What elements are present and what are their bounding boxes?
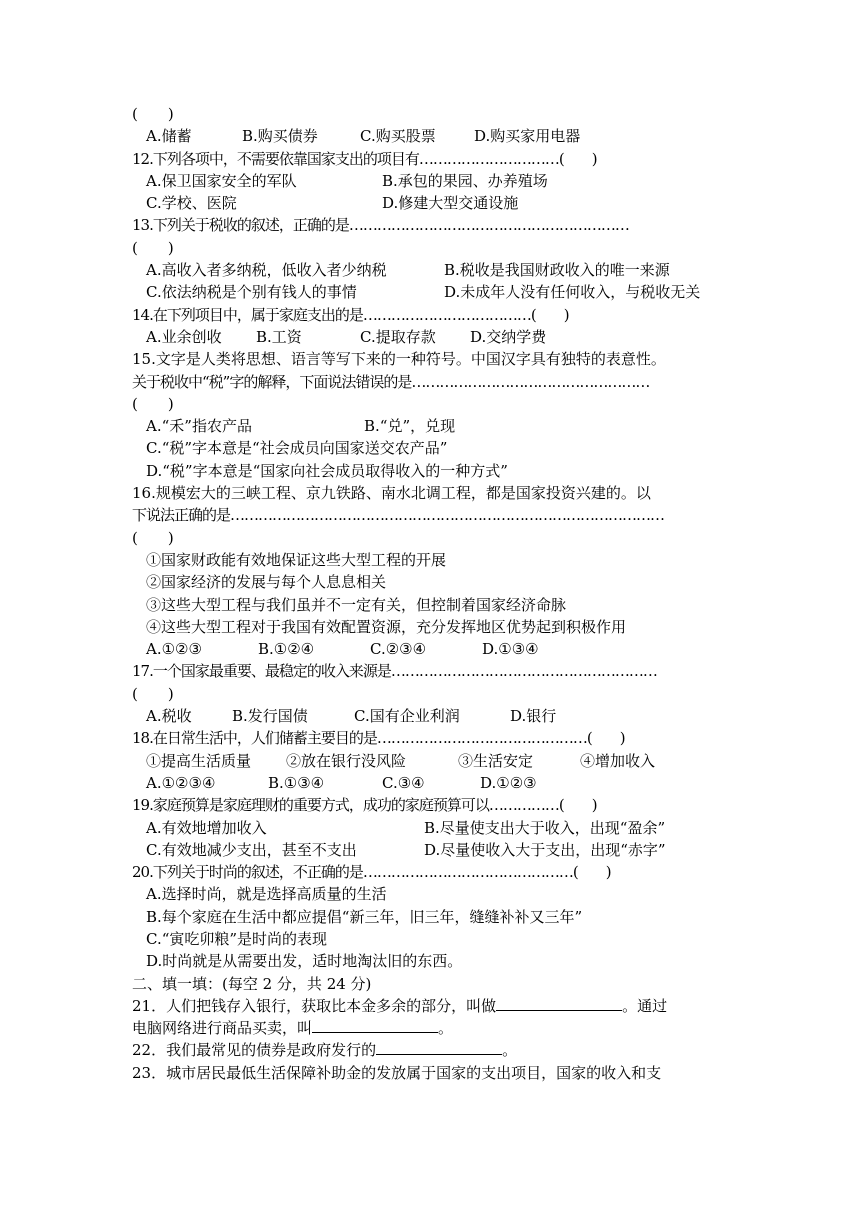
- q13-option-b: B.税收是我国财政收入的唯一来源: [444, 261, 670, 280]
- q11-paren: ( ): [132, 105, 174, 123]
- q12-options-row2: [132, 192, 732, 214]
- q12-option-b: B.承包的果园、办养殖场: [382, 171, 548, 190]
- q17-option-c: C.国有企业利润: [354, 707, 460, 726]
- q23-line: 23．城市居民最低生活保障补助金的发放属于国家的支出项目，国家的收入和支: [132, 1063, 662, 1082]
- q16-option-d: D.①③④: [482, 640, 539, 659]
- q12-option-d: D.修建大型交通设施: [382, 194, 519, 213]
- q21-text-1: 21．人们把钱存入银行，获取比本金多余的部分，叫做: [132, 996, 497, 1015]
- q19-options-row2: [132, 839, 732, 861]
- q16-item-2: ②国家经济的发展与每个人息息相关: [146, 573, 387, 592]
- q18-item-2: ②放在银行没风险: [286, 751, 407, 770]
- q15-stem-line1: 15.文字是人类将思想、语言等写下来的一种符号。中国汉字具有独特的表意性。: [132, 350, 666, 369]
- q14-stem: 14.在下列项目中，属于家庭支出的是………………………………( ): [132, 305, 569, 324]
- q18-option-c: C.③④: [382, 773, 425, 792]
- q22-text-1: 22．我们最常见的债券是政府发行的: [132, 1041, 377, 1060]
- q13-stem: 13.下列关于税收的叙述，正确的是……………………………………………………: [132, 216, 629, 235]
- q16-item-4: ④这些大型工程对于我国有效配置资源，充分发挥地区优势起到积极作用: [146, 617, 627, 636]
- q16-stem-line2: 下说法正确的是…………………………………………………………………………………: [132, 506, 665, 525]
- q13-option-d: D.未成年人没有任何收入，与税收无关: [444, 283, 701, 302]
- q18-items: [132, 750, 732, 772]
- q17-stem: 17.一个国家最重要、最稳定的收入来源是…………………………………………………: [132, 662, 657, 681]
- q17-options: [132, 705, 732, 727]
- q21-text-2: 。通过: [622, 996, 668, 1015]
- q13-options-row1: [132, 259, 732, 281]
- q20-option-a: A.选择时尚，就是选择高质量的生活: [146, 885, 387, 904]
- q19-stem: 19.家庭预算是家庭理财的重要方式，成功的家庭预算可以……………( ): [132, 796, 597, 815]
- q20-option-c: C.“寅吃卯粮”是时尚的表现: [146, 929, 328, 948]
- q20-option-b: B.每个家庭在生活中都应提倡“新三年，旧三年，缝缝补补又三年”: [146, 907, 583, 926]
- q17-option-b: B.发行国债: [232, 707, 308, 726]
- q16-option-a: A.①②③: [146, 640, 202, 659]
- q15-option-d: D.“税”字本意是“国家向社会成员取得收入的一种方式”: [146, 461, 508, 480]
- q13-paren: ( ): [132, 238, 174, 257]
- q15-option-b: B.“兑”，兑现: [364, 417, 456, 436]
- q16-option-b: B.①②④: [258, 640, 315, 659]
- q19-option-a: A.有效地增加收入: [146, 818, 267, 837]
- q15-option-c: C.“税”字本意是“社会成员向国家送交农产品”: [146, 439, 448, 458]
- q16-item-1: ①国家财政能有效地保证这些大型工程的开展: [146, 550, 447, 569]
- q20-stem: 20.下列关于时尚的叙述，不正确的是………………………………………( ): [132, 863, 611, 882]
- q16-option-c: C.②③④: [370, 640, 427, 659]
- q16-paren: ( ): [132, 528, 174, 547]
- q14-option-c: C.提取存款: [360, 327, 436, 346]
- q17-option-d: D.银行: [510, 707, 557, 726]
- q22-text-2: 。: [502, 1041, 518, 1060]
- q11-option-a: A.储蓄: [146, 127, 192, 146]
- q13-option-a: A.高收入者多纳税，低收入者少纳税: [146, 261, 387, 280]
- q21-blank-2[interactable]: [312, 1018, 438, 1033]
- q18-item-3: ③生活安定: [458, 751, 534, 770]
- q11-options: [132, 125, 732, 147]
- section2-heading: 二、填一填：(每空 2 分，共 24 分): [132, 974, 372, 993]
- q17-option-a: A.税收: [146, 707, 192, 726]
- q12-options-row1: [132, 170, 732, 192]
- q19-option-c: C.有效地减少支出，甚至不支出: [146, 840, 357, 859]
- q16-item-3: ③这些大型工程与我们虽并不一定有关，但控制着国家经济命脉: [146, 595, 567, 614]
- q21-line2: [132, 1017, 732, 1039]
- q18-stem: 18.在日常生活中，人们储蓄主要目的是………………………………………( ): [132, 729, 625, 748]
- q19-option-d: D.尽量使收入大于支出，出现“赤字”: [424, 840, 666, 859]
- q14-option-b: B.工资: [256, 327, 302, 346]
- q18-options: [132, 772, 732, 794]
- q17-paren: ( ): [132, 684, 174, 703]
- q18-option-a: A.①②③④: [146, 773, 216, 792]
- exam-page: [132, 103, 732, 1084]
- q13-options-row2: [132, 281, 732, 303]
- q21-line1: [132, 995, 732, 1017]
- q11-option-c: C.购买股票: [360, 127, 436, 146]
- q11-option-b: B.购买债券: [242, 127, 318, 146]
- q16-stem-line1: 16.规模宏大的三峡工程、京九铁路、南水北调工程，都是国家投资兴建的。以: [132, 484, 651, 503]
- q16-options: [132, 638, 732, 660]
- q18-item-1: ①提高生活质量: [146, 751, 252, 770]
- q19-option-b: B.尽量使支出大于收入，出现“盈余”: [424, 818, 666, 837]
- q14-options: [132, 326, 732, 348]
- q22-line: [132, 1039, 732, 1061]
- q18-option-b: B.①③④: [268, 773, 325, 792]
- q12-option-a: A.保卫国家安全的军队: [146, 171, 297, 190]
- q18-item-4: ④增加收入: [580, 751, 656, 770]
- q21-text-3: 电脑网络进行商品买卖，叫: [132, 1019, 313, 1038]
- q15-option-a: A.“禾”指农产品: [146, 417, 252, 436]
- q15-options-row1: [132, 415, 732, 437]
- q21-text-4: 。: [438, 1019, 454, 1038]
- q14-option-d: D.交纳学费: [470, 327, 547, 346]
- q15-paren: ( ): [132, 394, 174, 413]
- q11-option-d: D.购买家用电器: [474, 127, 581, 146]
- q19-options-row1: [132, 817, 732, 839]
- q13-option-c: C.依法纳税是个别有钱人的事情: [146, 283, 357, 302]
- q12-option-c: C.学校、医院: [146, 194, 237, 213]
- q21-blank-1[interactable]: [496, 996, 622, 1011]
- q12-stem: 12.下列各项中，不需要依靠国家支出的项目有…………………………( ): [132, 149, 597, 168]
- q20-option-d: D.时尚就是从需要出发，适时地淘汰旧的东西。: [146, 952, 463, 971]
- q14-option-a: A.业余创收: [146, 327, 222, 346]
- q15-stem-line2: 关于税收中“税”字的解释，下面说法错误的是……………………………………………: [132, 372, 650, 391]
- q22-blank[interactable]: [376, 1040, 502, 1055]
- q18-option-d: D.①②③: [480, 773, 537, 792]
